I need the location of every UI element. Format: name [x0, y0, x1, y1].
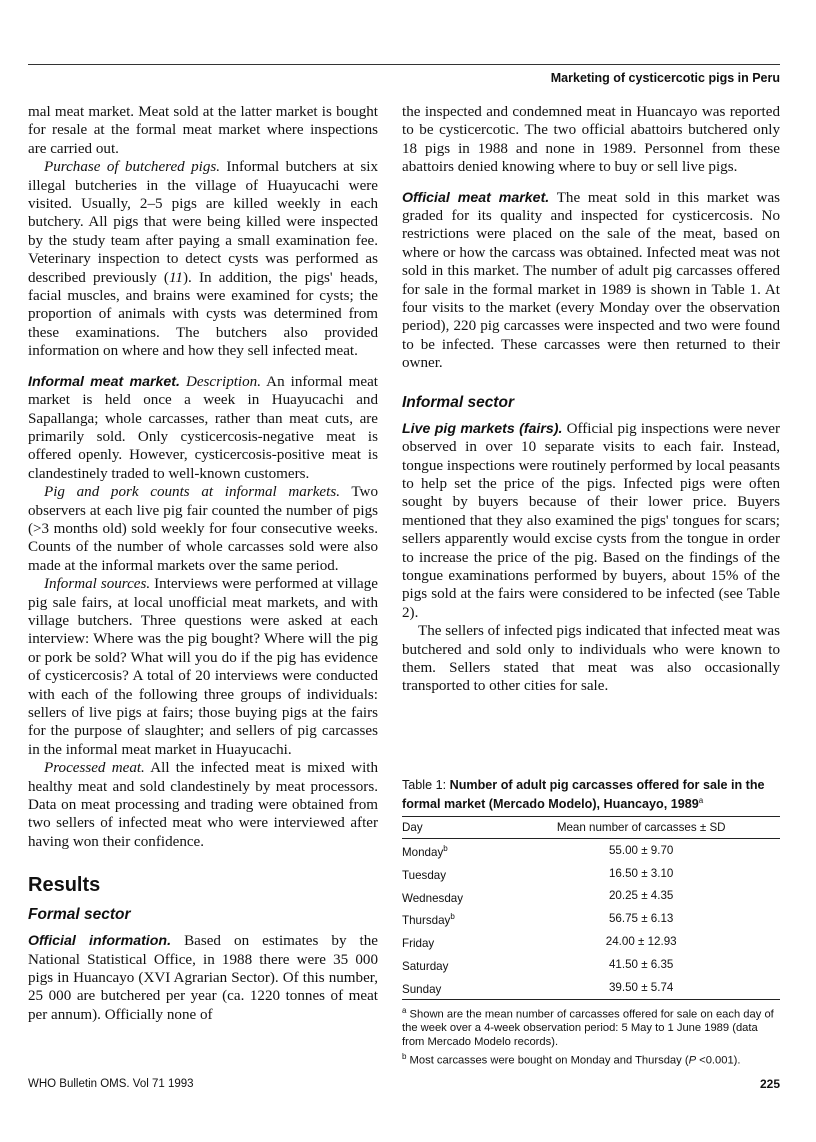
run-in-heading: Informal sources. — [44, 576, 151, 593]
run-in-heading: Live pig markets (fairs). — [402, 420, 563, 437]
paragraph: Official meat market. The meat sold in this market was graded for its quality and inspected for cysticercosis. No restrictions were placed on the sale of the meat, based on where or how the carcass was obtained. Infected meat was not sold in this market. The number of adult pig carcasses offered for sale in the formal market in 1989 is shown in Table 1. At four visits to the market (every Monday over the observation period), 220 pig carcasses were inspected and two were found to be infected. These carcasses were then returned to their owner. — [402, 189, 781, 372]
run-in-heading: Purchase of butchered pigs. — [44, 159, 221, 176]
paragraph: Official information. Based on estimates by the National Statistical Office, in 1988 there were 35 000 pigs in Huancayo (XVI Agrarian Sector). Of this number, 25 000 are butchered per year (ca. 1220 tonnes of meat per annum). Officially none of — [28, 933, 378, 1023]
table-row: Thursday$^b$ 56.75 ± 6.13 — [402, 912, 674, 928]
table-footnote-b: $^b$ Most carcasses were bought on Monday and Thursday (P <0.001). — [402, 1051, 741, 1067]
paragraph: Informal sources. Interviews were performed at village pig sale fairs, at local unofficial meat markets, and with village butchers. Three questions were asked at each interview: Where was the pig bought? Where will the pig or pork be sold? What will you do if the pig has evidence of cysticercosis? A total of 20 interviews were conducted with each of the following three groups of individuals: sellers of live pigs at fairs; those buying pigs at the fairs for the purpose of slaughter; and sellers of pig carcasses in the informal meat market in Huayucachi. — [28, 576, 378, 758]
table-title: Number of adult pig carcasses offered for sale in the formal market (Mercado Modelo), Huancayo, 1989 — [402, 778, 765, 812]
running-title: Marketing of cysticercotic pigs in Peru — [550, 71, 780, 85]
paragraph: the inspected and condemned meat in Huancayo was reported to be cysticercotic. The two official abattoirs butchered only 18 pigs in 1988 and none in 1989. Personnel from these abattoirs denied knowing where to buy or sell live pigs. — [402, 104, 780, 176]
right-column — [402, 103, 780, 696]
table-row: Monday$^b$ 55.00 ± 9.70 — [402, 843, 674, 859]
run-in-heading: Official information. — [28, 933, 172, 950]
journal-footer: WHO Bulletin OMS. Vol 71 1993 — [28, 1078, 194, 1090]
table-row: Saturday 41.50 ± 6.35 — [402, 957, 674, 973]
table-row: Tuesday 16.50 ± 3.10 — [402, 866, 674, 882]
run-in-heading: Pig and pork counts at informal markets. — [44, 484, 340, 501]
paragraph: The sellers of infected pigs indicated that infected meat was butchered and sold only to individuals who were known to them. Sellers stated that meat was also occasionally transported to other cities for sale. — [402, 623, 780, 695]
paragraph: Informal meat market. Description. An informal meat market is held once a week in Huayucachi and Sapallanga; whole carcasses, rather than meat cuts, are primarily sold. Only cysticercosis-negative meat is offered openly. However, cysticercosis-positive meat is clandestinely traded to well-known customers. — [28, 373, 378, 482]
paragraph: Pig and pork counts at informal markets. Two observers at each live pig fair counted the number of pigs (>3 months old) sold weekly for four consecutive weeks. Counts of the number of whole carcasses sold were also made at the informal markets over the same period. — [28, 484, 378, 574]
table-row: Wednesday 20.25 ± 4.35 — [402, 889, 674, 905]
paragraph: Live pig markets (fairs). Official pig inspections were never observed in over 10 separate visits to each fair. Instead, tongue inspections were routinely performed by local peasants to help set the price of the pigs. Infected pigs were often sought by buyers because of their lower price. Buyers mentioned that they also examined the pigs' tongues for scars; sellers apparently would excise cysts from the tongue in order to increase the price of the pig. Based on the findings of the tongue examinations performed by buyers, about 15% of the pigs sold at the fairs were considered to be infected (see Table 2). — [402, 420, 780, 621]
column-header-day: Day — [402, 821, 423, 835]
table-header-row — [402, 817, 780, 839]
table-footnote-a: $^a$ Shown are the mean number of carcasses offered for sale on each day of the week over a 4-week observation period: 5 May to 1 June 1989 (data from Mercado Modelo records). — [402, 1005, 774, 1048]
run-in-heading: Official meat market. — [402, 189, 550, 206]
paragraph: mal meat market. Meat sold at the latter market is bought for resale at the formal meat market where inspections are carried out. — [28, 104, 378, 157]
subsection-heading-formal: Formal sector — [28, 906, 131, 924]
table-caption: Table 1: Number of adult pig carcasses offered for sale in the formal market (Mercado Modelo), Huancayo, 1989$^a$ — [402, 778, 765, 812]
section-heading-results: Results — [28, 874, 101, 897]
table-row: Sunday 39.50 ± 5.74 — [402, 976, 780, 999]
page-number: 225 — [759, 1077, 780, 1091]
column-header-mean: Mean number of carcasses ± SD — [556, 821, 726, 835]
run-in-heading: Informal meat market. — [28, 373, 180, 390]
paragraph: Processed meat. All the infected meat is mixed with healthy meat and sold clandestinely by meat processors. Data on meat processing and trading were obtained from two sellers of infected meat who were interviewed after having won their confidence. — [28, 760, 378, 850]
table-row: Friday 24.00 ± 12.93 — [402, 935, 677, 951]
left-column — [28, 103, 378, 1024]
subsection-heading-informal: Informal sector — [402, 393, 514, 411]
table-1 — [402, 778, 780, 1068]
reference-link[interactable]: 11 — [168, 269, 183, 286]
run-in-heading: Processed meat. — [44, 760, 145, 777]
table-label: Table 1: — [402, 778, 450, 792]
data-table — [402, 816, 780, 1000]
paragraph: Purchase of butchered pigs. Informal butchers at six illegal butcheries in the village of Huayucachi were visited. Usually, 2–5 pigs are killed weekly in each butchery. All pigs that were being killed were inspected by the study team after paying a small examination fee. Veterinary inspection to detect cysts was performed as described previously (11). In addition, the pigs' heads, facial muscles, and brains were examined for cysts; the proportion of animals with cysts was determined from these examinations. The butchers also provided information on where and how they sell infected meat. — [28, 159, 378, 360]
header-rule — [28, 64, 780, 65]
run-in-subheading: Description. — [179, 373, 261, 390]
